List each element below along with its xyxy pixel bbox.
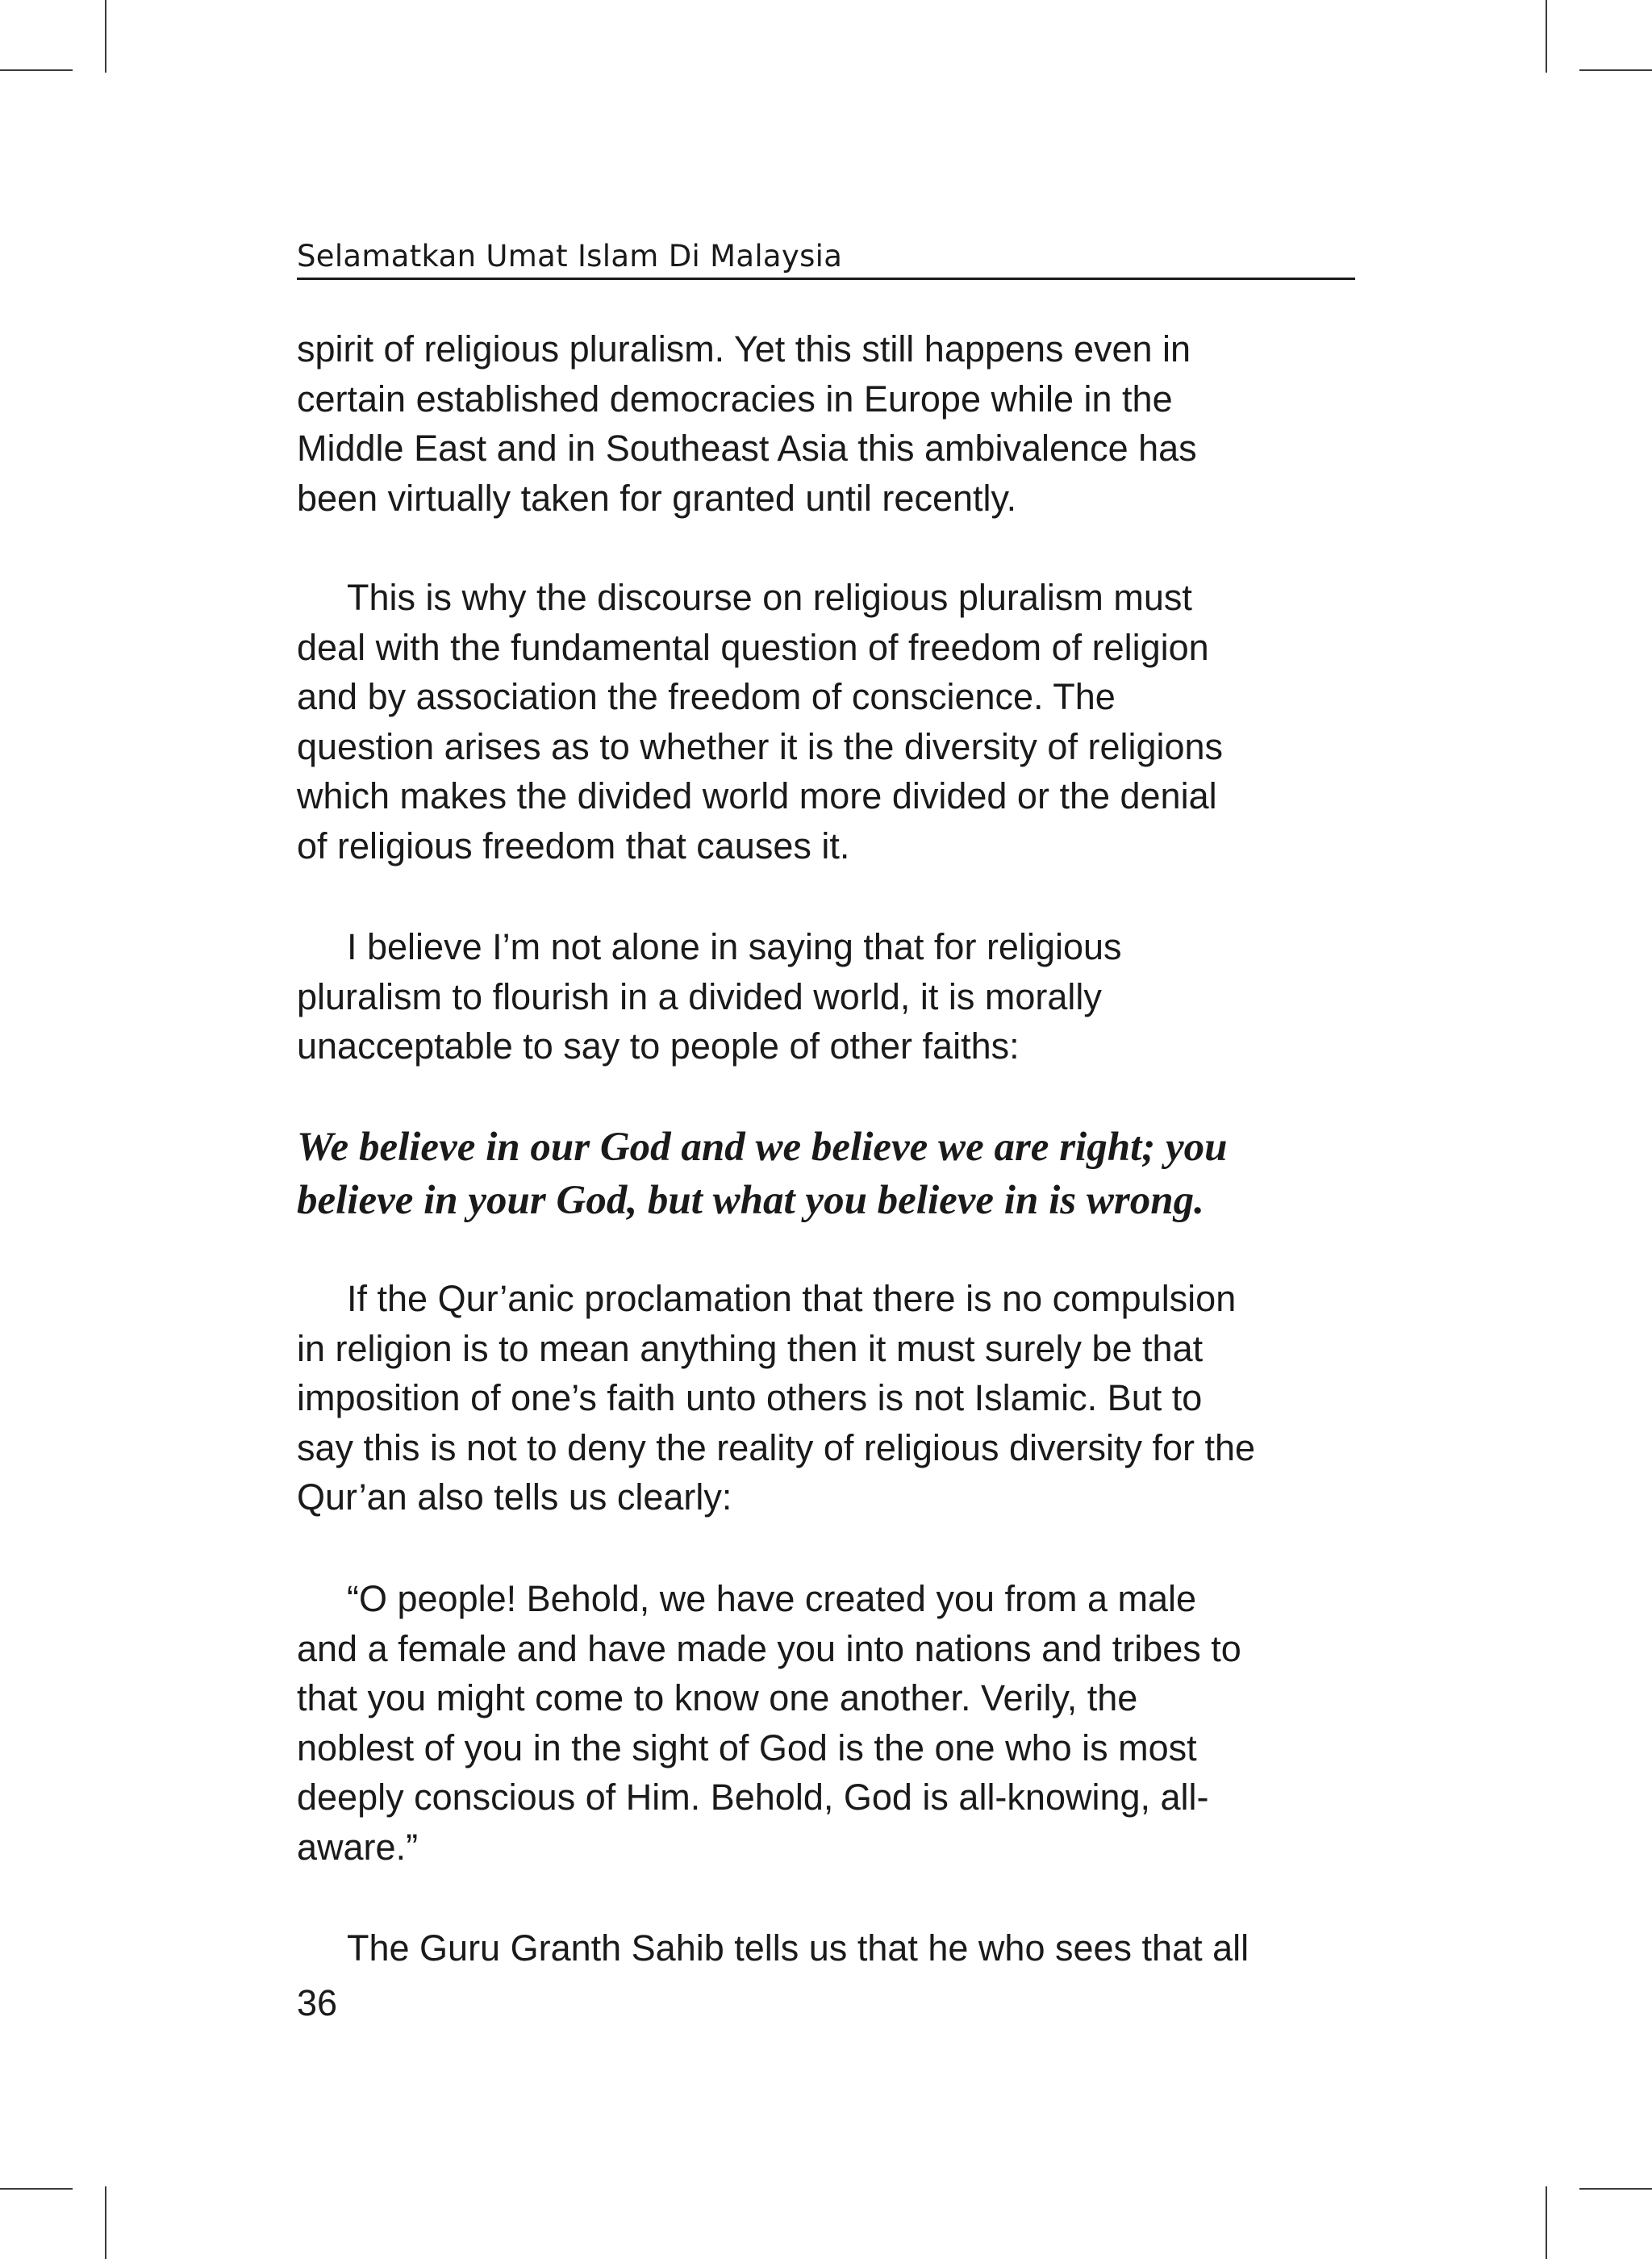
crop-mark [0, 69, 73, 71]
text-line: I believe I’m not alone in saying that for religious [347, 926, 1122, 967]
text-line: in religion is to mean anything then it must surely be that [297, 1327, 1204, 1369]
text-line: and a female and have made you into nations and tribes to [297, 1627, 1241, 1669]
page-number: 36 [297, 1982, 338, 2023]
text-line: noblest of you in the sight of God is the one who is most [297, 1727, 1197, 1768]
emphasized-quote [297, 1121, 1227, 1227]
text-line: “O people! Behold, we have created you from a male [347, 1578, 1197, 1619]
text-line: and by association the freedom of conscience. The [297, 676, 1116, 717]
text-line: imposition of one’s faith unto others is not Islamic. But to [297, 1377, 1203, 1418]
text-line: The Guru Granth Sahib tells us that he who sees that all [347, 1927, 1249, 1969]
text-line: say this is not to deny the reality of religious diversity for the [297, 1426, 1256, 1468]
text-line: question arises as to whether it is the diversity of religions [297, 725, 1224, 767]
text-line: certain established democracies in Europe while in the [297, 378, 1173, 420]
text-line: that you might come to know one another. Verily, the [297, 1677, 1138, 1718]
quote-line: We believe in our God and we believe we are right; you [297, 1125, 1228, 1170]
paragraph [297, 1274, 1255, 1522]
header-rule [297, 278, 1355, 280]
crop-mark [105, 0, 106, 73]
crop-mark [1546, 0, 1547, 73]
paragraph [297, 1923, 1249, 1973]
quote-line: believe in your God, but what you believe in is wrong. [297, 1178, 1204, 1223]
text-line: of religious freedom that causes it. [297, 825, 850, 866]
text-line: aware.” [297, 1826, 419, 1868]
paragraph [297, 573, 1223, 871]
text-line: deeply conscious of Him. Behold, God is all-knowing, all- [297, 1777, 1209, 1818]
text-line: which makes the divided world more divided or the denial [297, 775, 1217, 816]
text-line: been virtually taken for granted until recently. [297, 477, 1017, 519]
crop-mark [1579, 2188, 1652, 2190]
paragraph [297, 922, 1122, 1071]
text-line: pluralism to flourish in a divided world, it is morally [297, 975, 1102, 1017]
paragraph [297, 1574, 1241, 1872]
text-line: Qur’an also tells us clearly: [297, 1476, 732, 1518]
crop-mark [1579, 69, 1652, 71]
text-line: unacceptable to say to people of other faiths: [297, 1025, 1020, 1067]
crop-mark [1546, 2186, 1547, 2259]
crop-mark [0, 2188, 73, 2190]
crop-mark [105, 2186, 106, 2259]
running-head: Selamatkan Umat Islam Di Malaysia [297, 239, 843, 274]
text-line: Middle East and in Southeast Asia this ambivalence has [297, 428, 1197, 469]
paragraph [297, 324, 1197, 523]
text-line: spirit of religious pluralism. Yet this still happens even in [297, 328, 1191, 370]
text-line: This is why the discourse on religious pluralism must [347, 577, 1192, 618]
text-line: deal with the fundamental question of freedom of religion [297, 626, 1209, 668]
text-line: If the Qur’anic proclamation that there is no compulsion [347, 1278, 1237, 1319]
